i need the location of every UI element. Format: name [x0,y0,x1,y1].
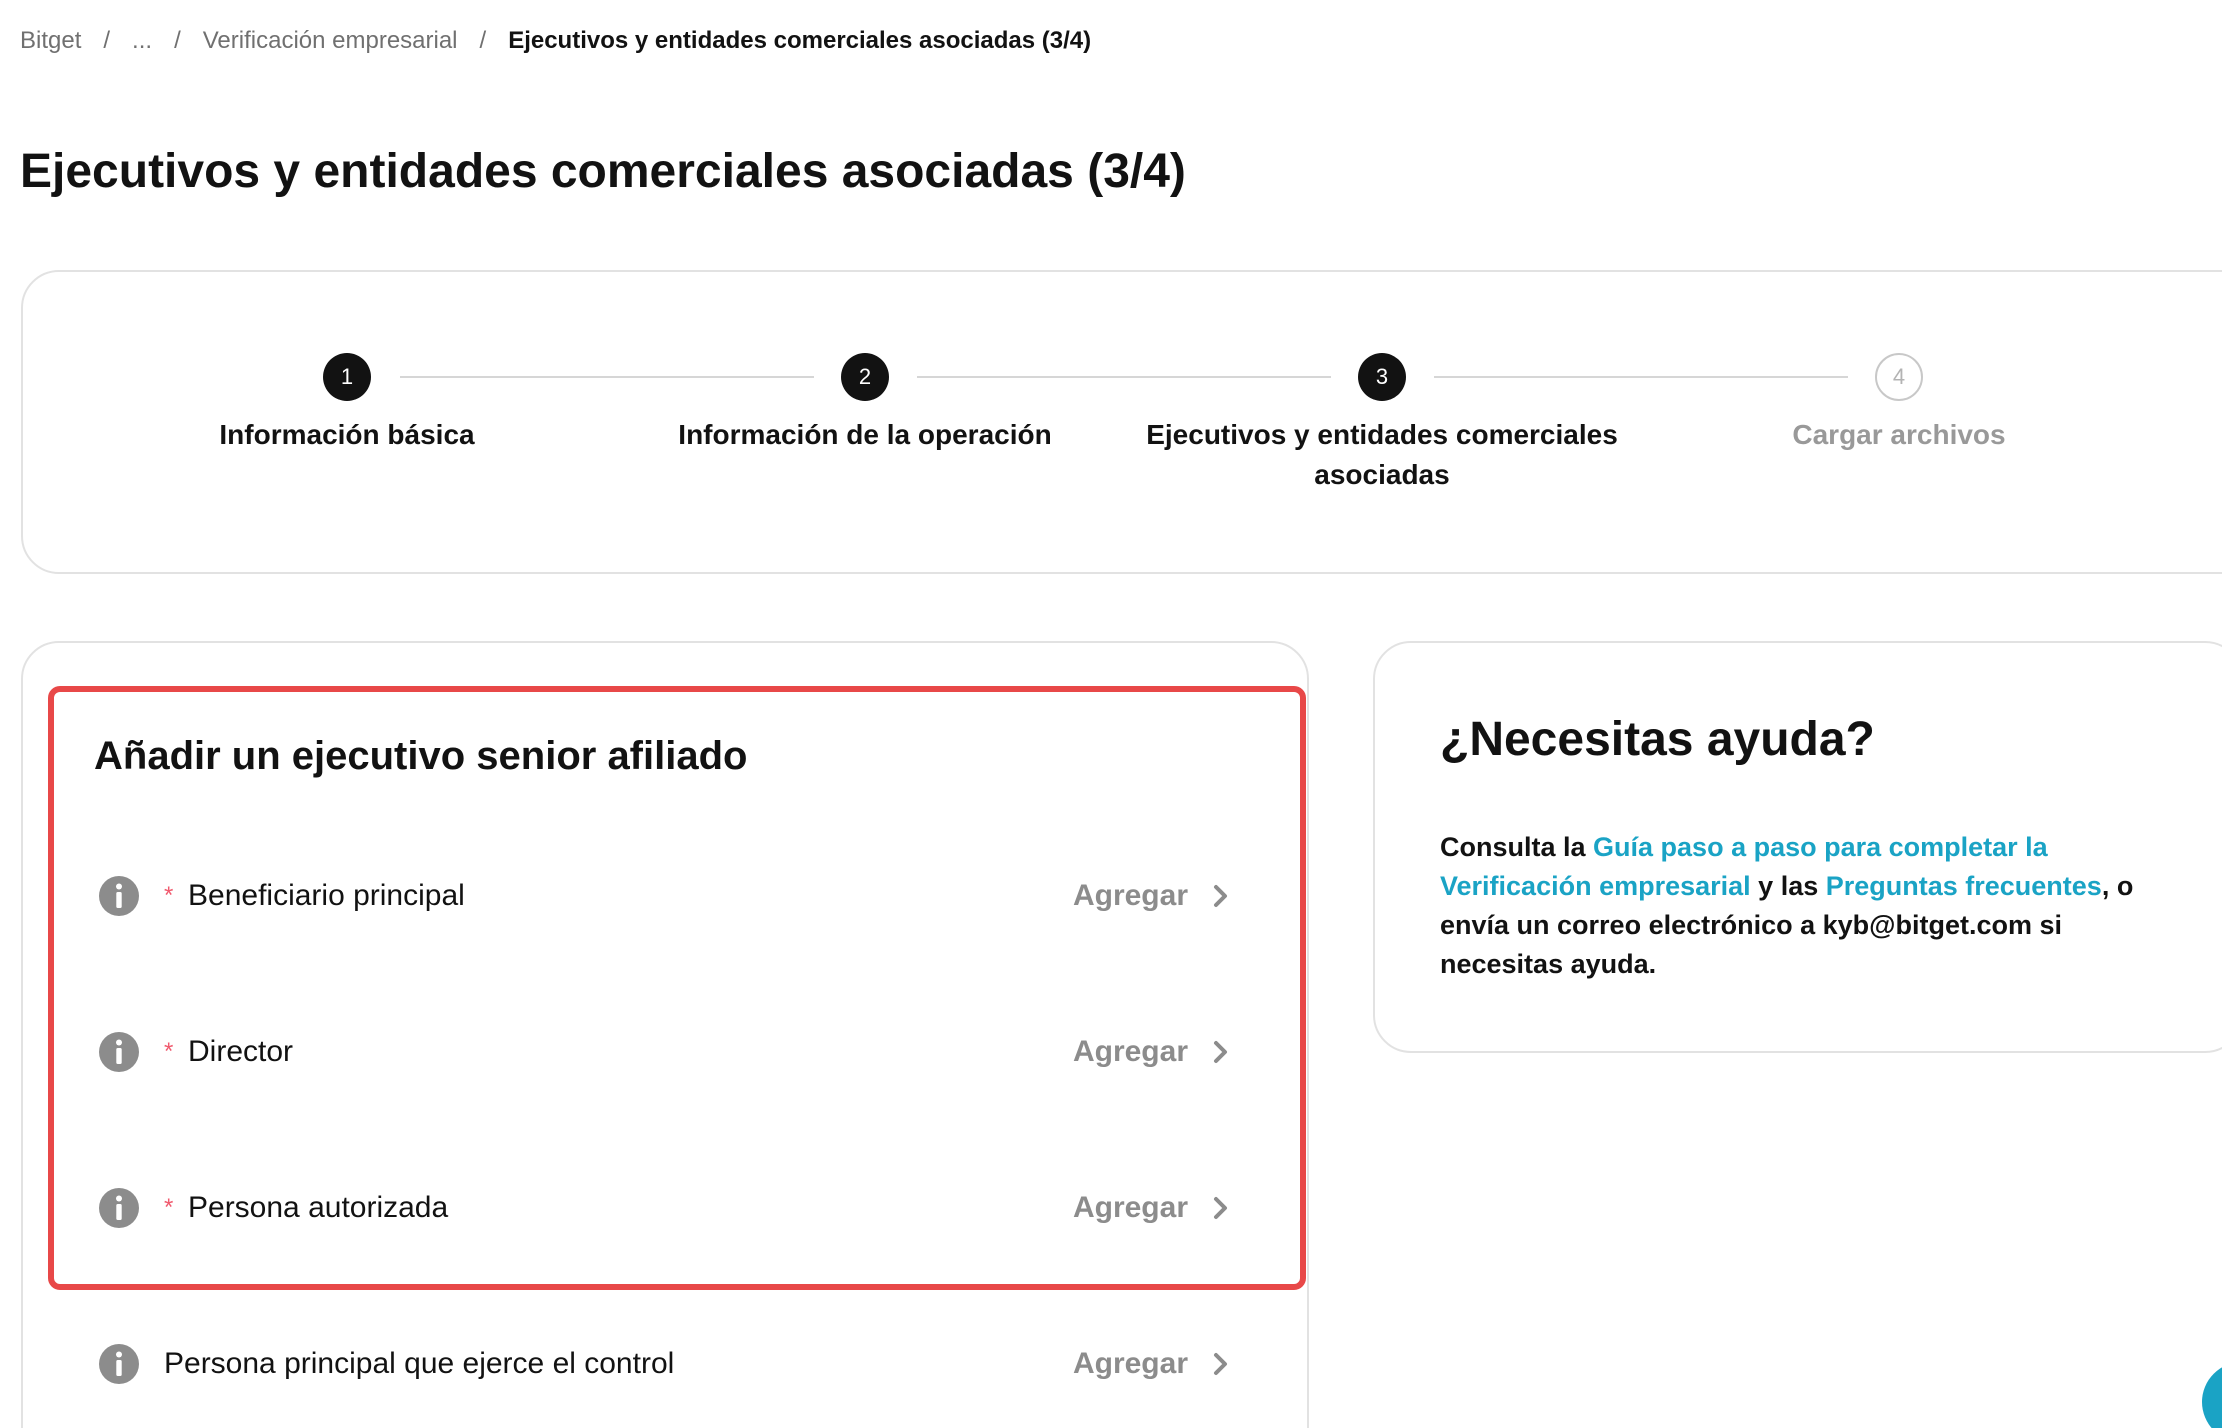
info-icon [96,1029,142,1075]
step-1-label: Información básica [219,419,475,450]
step-connector [1434,376,1848,378]
step-2-indicator: 2 [841,353,889,401]
chevron-right-icon [1210,1351,1232,1377]
step-connector [400,376,814,378]
chevron-right-icon [1210,1195,1232,1221]
breadcrumb-item-business-verification[interactable]: Verificación empresarial [202,27,458,54]
breadcrumb-separator: / [103,27,111,54]
faq-link[interactable]: Preguntas frecuentes [1825,871,2102,901]
add-label: Agregar [1072,1347,1188,1380]
stepper-card [21,270,2222,574]
help-text-part: Consulta la [1440,832,1594,862]
breadcrumb-separator: / [174,27,181,54]
row-label: Beneficiario principal [188,879,465,912]
section-title: Añadir un ejecutivo senior afiliado [94,734,748,778]
breadcrumb-item-bitget[interactable]: Bitget [20,27,82,54]
row-director[interactable] [96,1022,1232,1082]
required-star: * [164,1194,174,1221]
breadcrumb-current: Ejecutivos y entidades comerciales asociadas (3/4) [508,27,1092,54]
step-connector [917,376,1331,378]
info-icon [96,1341,142,1387]
add-authorized-person-button[interactable] [1073,1188,1232,1228]
add-controlling-person-button[interactable] [1073,1344,1232,1384]
page-title: Ejecutivos y entidades comerciales asociadas (3/4) [20,145,1186,198]
required-star: * [164,882,174,909]
add-label: Agregar [1072,879,1188,912]
chevron-right-icon [1210,1039,1232,1065]
add-label: Agregar [1072,1191,1188,1224]
step-3-label: Ejecutivos y entidades comerciales asociadas [1146,419,1618,490]
support-chat-button[interactable] [2202,1362,2222,1428]
row-authorized-person[interactable] [96,1178,1232,1238]
info-icon [96,1185,142,1231]
row-beneficial-owner[interactable] [96,866,1232,926]
breadcrumb-item-ellipsis[interactable]: ... [132,27,153,54]
chevron-right-icon [1210,883,1232,909]
breadcrumb [20,24,1091,58]
help-title: ¿Necesitas ayuda? [1440,713,1875,766]
breadcrumb-separator: / [479,27,487,54]
help-text-part: y las [1750,871,1826,901]
step-1-indicator: 1 [323,353,371,401]
add-label: Agregar [1072,1035,1188,1068]
row-label: Director [188,1035,294,1068]
info-icon [96,873,142,919]
step-2-label: Información de la operación [678,419,1052,450]
row-label: Persona principal que ejerce el control [164,1347,675,1380]
row-label: Persona autorizada [188,1191,449,1224]
guide-link[interactable]: Guía paso a paso para completar la Verificación empresarial [1440,832,2048,901]
required-star: * [164,1038,174,1065]
step-3-indicator: 3 [1358,353,1406,401]
step-4-indicator: 4 [1875,353,1923,401]
row-controlling-person[interactable] [96,1334,1232,1394]
help-text [1440,828,2180,984]
help-text-part: , o envía un correo electrónico a kyb@bitget.com si necesitas ayuda. [1440,871,2134,979]
add-beneficial-owner-button[interactable] [1073,876,1232,916]
step-4-label: Cargar archivos [1792,419,2006,450]
add-director-button[interactable] [1073,1032,1232,1072]
